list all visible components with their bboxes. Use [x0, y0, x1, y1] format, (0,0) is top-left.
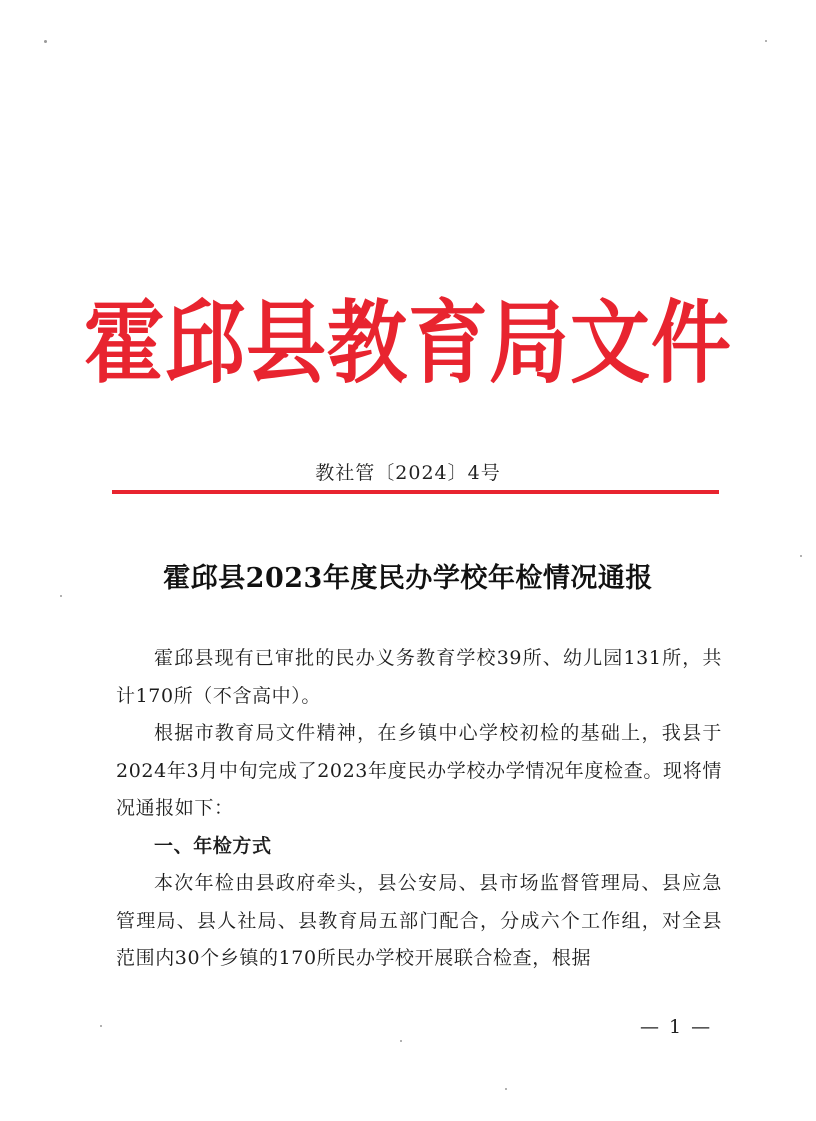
scan-speck: [100, 1025, 102, 1027]
document-number: 教社管〔2024〕4号: [315, 462, 501, 484]
scan-speck: [60, 595, 62, 597]
scan-speck: [505, 1088, 507, 1090]
body-paragraph: 霍邱县现有已审批的民办义务教育学校39所、幼儿园131所，共计170所（不含高中）。: [116, 647, 722, 707]
document-title: 霍邱县2023年度民办学校年检情况通报: [163, 563, 653, 594]
scan-speck: [44, 40, 47, 43]
scan-speck: [765, 40, 767, 42]
document-body: [116, 640, 722, 978]
body-paragraph: 根据市教育局文件精神，在乡镇中心学校初检的基础上，我县于2024年3月中旬完成了2023年度民办学校办学情况年度检查。现将情况通报如下：: [116, 722, 722, 819]
page-number: — 1 —: [640, 1016, 713, 1038]
body-paragraph: 本次年检由县政府牵头，县公安局、县市场监督管理局、县应急管理局、县人社局、县教育局五部门配合，分成六个工作组，对全县范围内30个乡镇的170所民办学校开展联合检查，根据: [116, 872, 722, 969]
red-divider-line: [112, 490, 719, 494]
document-masthead: 霍邱县教育局文件: [84, 290, 732, 396]
section-heading: 一、年检方式: [154, 834, 272, 857]
scan-speck: [800, 555, 802, 557]
scan-speck: [400, 1040, 402, 1042]
